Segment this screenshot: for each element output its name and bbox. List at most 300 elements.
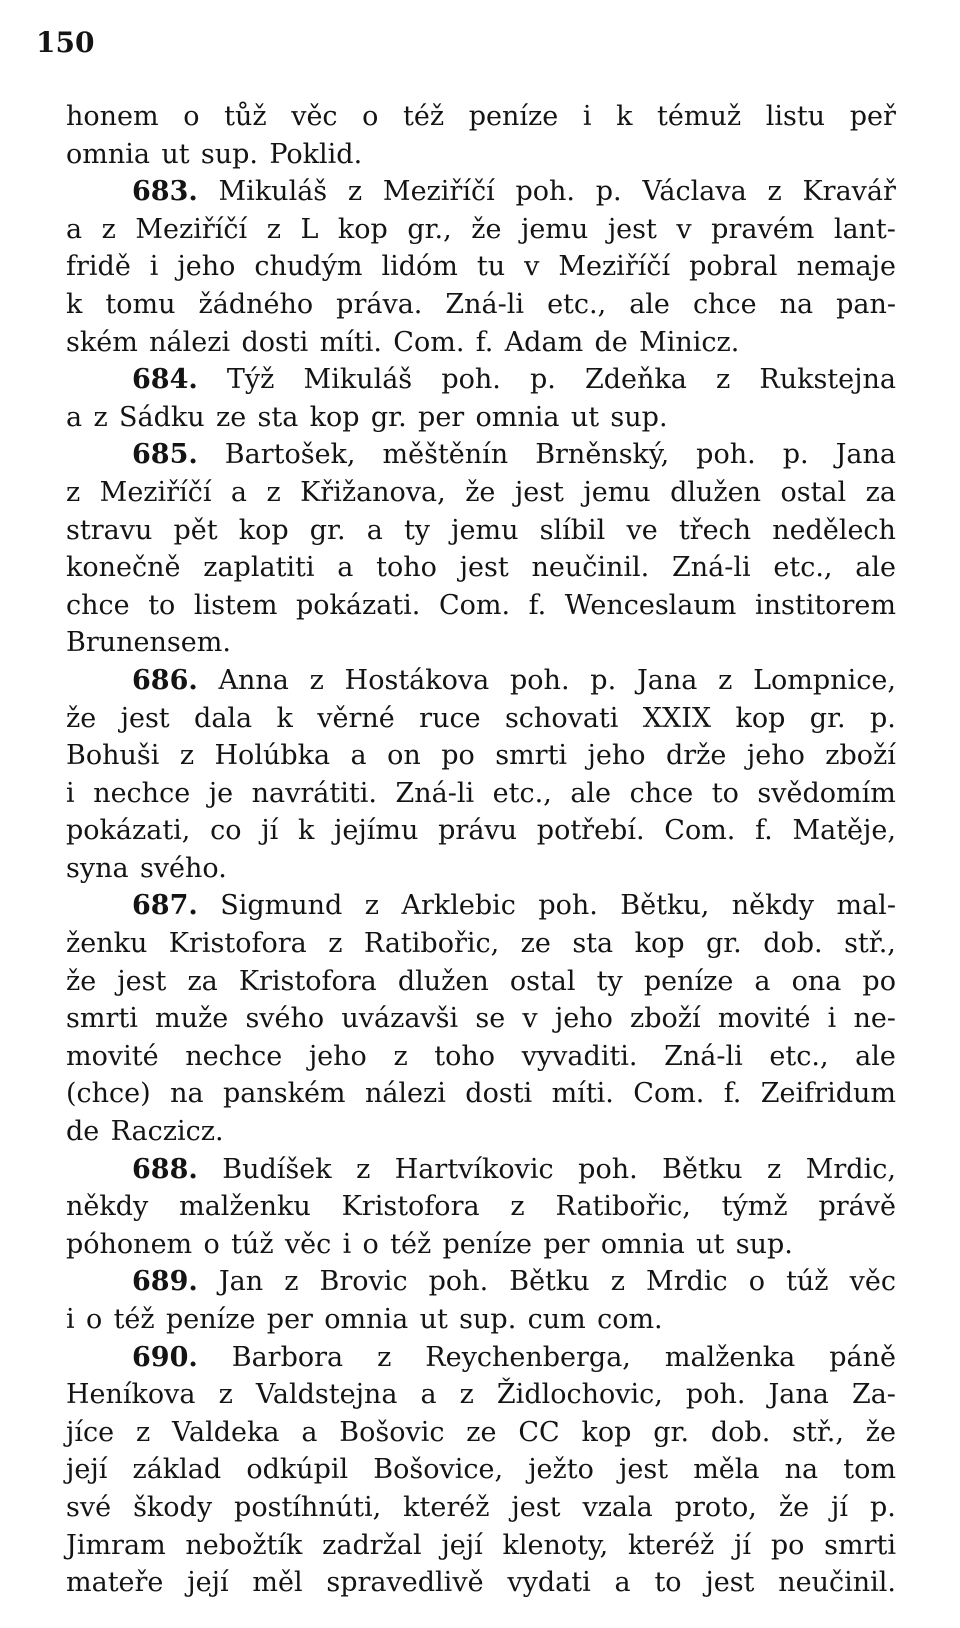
word: jemu [583, 476, 651, 508]
word: gr. [705, 928, 742, 960]
word: míti. [551, 1078, 614, 1110]
word: z [328, 928, 343, 960]
word: o [183, 101, 200, 132]
word: Minicz. [639, 326, 740, 358]
word: jest [511, 1491, 561, 1523]
word: k [276, 702, 293, 734]
word: a [614, 1567, 631, 1599]
word: z [284, 1266, 299, 1298]
word: témuž [657, 101, 742, 132]
word: jeho [587, 740, 646, 772]
word: com. [597, 1304, 663, 1335]
word: uvázavši [341, 1003, 459, 1035]
word: základ [132, 1454, 222, 1486]
word: Arklebic [401, 890, 516, 922]
word: poh. [510, 664, 570, 696]
text-line [66, 925, 896, 963]
word: Mikuláš [218, 176, 328, 208]
word: z [716, 364, 731, 396]
word: póhonem [66, 1228, 193, 1260]
word: Com. [393, 326, 465, 358]
page-number: 150 [36, 26, 95, 59]
word: movité [66, 1040, 159, 1072]
word: per [266, 1304, 313, 1335]
word: Sigmund [220, 890, 343, 922]
word: že [465, 476, 496, 508]
word: peníze [468, 101, 559, 132]
text-line [66, 737, 896, 775]
word: Meziříčí [382, 176, 495, 208]
word: pokázati. [295, 589, 421, 621]
word: mateře [66, 1567, 164, 1599]
word: že [66, 702, 97, 734]
word: třech [678, 514, 752, 546]
entry-first-line [66, 1263, 896, 1301]
word: Com. [438, 589, 511, 621]
word: peníze [442, 1228, 533, 1260]
word: peníze [643, 965, 734, 997]
word: listem [193, 589, 278, 621]
word: dlužen [670, 476, 762, 508]
word: nemaje [796, 251, 896, 283]
word: z [179, 740, 195, 772]
word: gr., [407, 213, 452, 245]
word: malženku [179, 1191, 311, 1223]
word: z [135, 1416, 151, 1448]
word: svědomím [757, 777, 896, 809]
word: jí [261, 815, 279, 847]
word: slíbil [539, 514, 606, 546]
word: též [113, 1304, 155, 1335]
word: nedělech [772, 514, 896, 546]
word: muže [155, 1003, 229, 1035]
word: tomu [105, 288, 176, 320]
word: syna [66, 852, 129, 884]
word: Kravář [802, 176, 896, 208]
word: Com. [633, 1078, 705, 1110]
text-line [66, 963, 896, 1001]
word: kteréž [627, 1529, 715, 1561]
word: etc., [769, 1040, 829, 1072]
word: z [218, 1379, 233, 1411]
word: z [356, 1153, 371, 1185]
entry-first-line [66, 173, 896, 211]
word: jí [831, 1491, 849, 1523]
word: Zeifridum [760, 1078, 896, 1110]
word: Wenceslaum [564, 589, 737, 621]
word: jejímu [334, 815, 419, 847]
word: ona [791, 965, 842, 997]
word: a [66, 401, 83, 433]
word: Jana [835, 439, 896, 471]
word: tu [476, 251, 506, 283]
text-line [66, 549, 896, 587]
word: poh. [685, 1379, 746, 1411]
word: chce [66, 589, 130, 621]
text-line [66, 1038, 896, 1076]
word: stravu [66, 514, 153, 546]
word: to [148, 589, 176, 621]
entry-number: 687. [132, 890, 198, 922]
word: a [366, 514, 383, 546]
word: Hostákova [344, 664, 490, 696]
word: poh. [538, 890, 598, 922]
word: že [778, 1491, 810, 1523]
text-line [66, 1489, 896, 1527]
word: Ratibořic, [555, 1191, 691, 1223]
word: omnia [475, 401, 560, 433]
word: z [364, 890, 379, 922]
word: kop [735, 702, 786, 734]
word: vyvaditi. [521, 1040, 638, 1072]
word: zboží [630, 1003, 701, 1035]
word: pan- [836, 288, 896, 320]
word: a [337, 552, 354, 584]
word: je [208, 777, 234, 809]
word: sta [572, 928, 614, 960]
word: etc., [547, 288, 607, 320]
text-line [66, 1527, 896, 1565]
entry-number: 690. [132, 1341, 198, 1373]
word: ském [66, 326, 138, 358]
word: Mrdic [646, 1266, 728, 1298]
word: vzala [582, 1491, 653, 1523]
text-line [66, 1000, 896, 1038]
word: sup. [610, 401, 668, 433]
word: p. [590, 664, 617, 696]
word: jest [459, 552, 509, 584]
word: de [66, 1116, 100, 1148]
word: smrti [66, 1003, 138, 1035]
word: pravém [711, 213, 815, 245]
word: cum [527, 1304, 586, 1335]
word: jemu [520, 213, 589, 245]
word: jí [734, 1529, 752, 1561]
word: ut [696, 1228, 725, 1260]
word: dob. [763, 928, 823, 960]
word: jeho [308, 1040, 367, 1072]
word: z [459, 1379, 474, 1411]
word: túž [231, 1228, 274, 1260]
word: tůž [224, 101, 267, 132]
entry-number: 688. [132, 1153, 198, 1185]
word: CC [518, 1416, 560, 1448]
word: též [390, 1228, 432, 1260]
word: etc., [773, 552, 833, 584]
word: jeho [746, 740, 805, 772]
word: kop [634, 928, 685, 960]
word: a [754, 965, 771, 997]
word: její [187, 1567, 229, 1599]
word: per [543, 1228, 590, 1260]
word: nálezi [149, 326, 231, 358]
text-line [66, 98, 896, 136]
entry-first-line [66, 1151, 896, 1189]
word: Barbora [231, 1341, 344, 1373]
word: neučinil. [531, 552, 650, 584]
text-line [66, 1451, 896, 1489]
entry-number: 686. [132, 664, 198, 696]
word: Meziříčí [135, 213, 248, 245]
word: z [610, 1266, 625, 1298]
word: právu [438, 815, 518, 847]
word: ty [403, 514, 431, 546]
word: ze [466, 1416, 497, 1448]
word: k [297, 815, 315, 847]
word: kop [581, 1416, 632, 1448]
word: Kristofora [168, 928, 307, 960]
word: věc [849, 1266, 896, 1298]
word: jest [514, 476, 564, 508]
word: listu [765, 101, 826, 132]
word: zboží [825, 740, 896, 772]
word: Rukstejna [759, 364, 896, 396]
word: stř., [792, 1416, 844, 1448]
word: týmž [721, 1191, 788, 1223]
word: Zná-li [664, 1040, 743, 1072]
word: nechce [93, 777, 191, 809]
word: Valdeka [172, 1416, 280, 1448]
word: Zná-li [445, 288, 525, 320]
text-line [66, 286, 896, 324]
text-line [66, 211, 896, 249]
word: chce [692, 288, 757, 320]
text-line [66, 399, 896, 437]
word: peř [849, 101, 896, 132]
word: movité [717, 1003, 811, 1035]
text-line [66, 1414, 896, 1452]
word: na [170, 1078, 204, 1110]
word: měl [252, 1567, 303, 1599]
word: z [66, 476, 81, 508]
word: p. [595, 176, 622, 208]
word: škody [133, 1491, 213, 1523]
word: (chce) [66, 1078, 151, 1110]
word: de [594, 326, 628, 358]
word: za [865, 476, 896, 508]
word: Křižanova, [300, 476, 446, 508]
word: i [342, 1228, 352, 1260]
word: z [767, 1153, 782, 1185]
word: Valdstejna [255, 1379, 398, 1411]
word: ostal [780, 476, 847, 508]
word: panském [222, 1078, 346, 1110]
word: lidóm [381, 251, 458, 283]
word: p. [869, 702, 896, 734]
entry-first-line [66, 887, 896, 925]
text-line [66, 1564, 896, 1602]
word: a [420, 1379, 437, 1411]
word: pět [173, 514, 218, 546]
word: gr. [309, 514, 346, 546]
text-line [66, 1075, 896, 1113]
word: f. [755, 815, 773, 847]
word: pobral [689, 251, 778, 283]
word: Bětku [662, 1153, 743, 1185]
word: Jana [636, 664, 698, 696]
entry-number: 683. [132, 176, 198, 208]
word: to [654, 1567, 682, 1599]
word: drže [665, 740, 727, 772]
word: po [862, 965, 896, 997]
word: měla [693, 1454, 760, 1486]
text-line [66, 1226, 896, 1264]
word: v [522, 1003, 538, 1035]
word: věrné [317, 702, 395, 734]
entry-first-line [66, 361, 896, 399]
word: schovati [504, 702, 619, 734]
word: tom [843, 1454, 896, 1486]
word: z [347, 176, 363, 208]
word: jest [705, 1567, 755, 1599]
word: lant- [833, 213, 896, 245]
text-line [66, 812, 896, 850]
word: i [66, 777, 75, 809]
word: z [718, 664, 733, 696]
word: f. [723, 1078, 742, 1110]
word: kop [337, 213, 388, 245]
text-line [66, 324, 896, 362]
word: co [210, 815, 242, 847]
word: z [93, 401, 108, 433]
word: spravedlivě [326, 1567, 484, 1599]
word: ruce [419, 702, 481, 734]
word: Bošovic [339, 1416, 445, 1448]
word: poh. [441, 364, 501, 396]
word: o [85, 1304, 103, 1335]
word: potřebí. [536, 815, 645, 847]
word: p. [782, 439, 809, 471]
word: z [266, 476, 281, 508]
word: toho [434, 1040, 496, 1072]
word: práva. [336, 288, 423, 320]
word: sup. [735, 1228, 793, 1260]
entry-number: 689. [132, 1266, 198, 1298]
word: Brovic [319, 1266, 408, 1298]
word: zadržal [322, 1529, 422, 1561]
word: pokázati, [66, 815, 191, 847]
word: někdy [731, 890, 815, 922]
word: omnia [324, 1304, 409, 1335]
word: f. [475, 326, 494, 358]
word: Anna [218, 664, 289, 696]
word: Meziříčí [558, 251, 671, 283]
word: ježto [528, 1454, 594, 1486]
word: věc [284, 1228, 332, 1260]
word: z [510, 1191, 525, 1223]
word: z [393, 1040, 408, 1072]
word: Mrdic, [805, 1153, 896, 1185]
word: z [377, 1341, 392, 1373]
text-line [66, 1301, 896, 1339]
word: jeho [554, 1003, 613, 1035]
word: po [441, 740, 475, 772]
word: ale [570, 777, 612, 809]
word: fridě [66, 251, 131, 283]
word: Zdeňka [584, 364, 687, 396]
word: o [748, 1266, 765, 1298]
word: Com. [664, 815, 736, 847]
word: z [101, 213, 116, 245]
text-line [66, 1113, 896, 1151]
word: ze [215, 401, 247, 433]
word: jest [120, 702, 170, 734]
word: p. [870, 1491, 896, 1523]
word: a [230, 476, 248, 508]
word: stř., [844, 928, 896, 960]
word: někdy [66, 1191, 149, 1223]
word: poh. [578, 1153, 638, 1185]
word: toho [376, 552, 437, 584]
page-text [66, 98, 896, 1602]
word: Bětku, [620, 890, 710, 922]
word: klenoty, [502, 1529, 609, 1561]
text-line [66, 700, 896, 738]
word: Reychenberga, [425, 1341, 631, 1373]
word: dala [194, 702, 253, 734]
word: Za- [851, 1379, 896, 1411]
word: Bětku [509, 1266, 590, 1298]
word: sup. [459, 1304, 517, 1335]
word: peníze [165, 1304, 256, 1335]
word: ale [855, 1040, 896, 1072]
word: proto, [674, 1491, 757, 1523]
text-line [66, 1376, 896, 1414]
word: jest [619, 1454, 669, 1486]
word: Sádku [119, 401, 205, 433]
word: poh. [515, 176, 575, 208]
word: se [475, 1003, 506, 1035]
word: omnia [600, 1228, 685, 1260]
word: z [767, 176, 782, 208]
word: k [616, 101, 633, 132]
word: Raczicz. [110, 1116, 224, 1148]
word: dosti [241, 326, 309, 358]
word: z [309, 664, 324, 696]
word: páně [829, 1341, 896, 1373]
word: ut [419, 1304, 448, 1335]
entry-number: 684. [132, 364, 198, 396]
word: smrti [495, 740, 568, 772]
word: konečně [66, 552, 181, 584]
word: po [770, 1529, 805, 1561]
word: kop [309, 401, 360, 433]
word: a [301, 1416, 318, 1448]
word: gr. [809, 702, 846, 734]
word: poh. [696, 439, 756, 471]
entry-number: 685. [132, 439, 198, 471]
word: Ratibořic, [363, 928, 500, 960]
word: Jimram [66, 1529, 166, 1561]
word: též [403, 101, 445, 132]
word: i [827, 1003, 837, 1035]
word: malženka [664, 1341, 796, 1373]
word: vydati [507, 1567, 591, 1599]
word: jest [117, 965, 167, 997]
word: etc., [492, 777, 552, 809]
word: Hartvíkovic [394, 1153, 554, 1185]
word: své [66, 1491, 112, 1523]
word: Zná-li [671, 552, 751, 584]
word: Týž [226, 364, 275, 396]
word: v [524, 251, 540, 283]
word: právě [818, 1191, 896, 1223]
word: míti. [319, 326, 382, 358]
text-line [66, 136, 896, 174]
word: ale [629, 288, 670, 320]
word: o [203, 1228, 220, 1260]
word: její [441, 1529, 483, 1561]
